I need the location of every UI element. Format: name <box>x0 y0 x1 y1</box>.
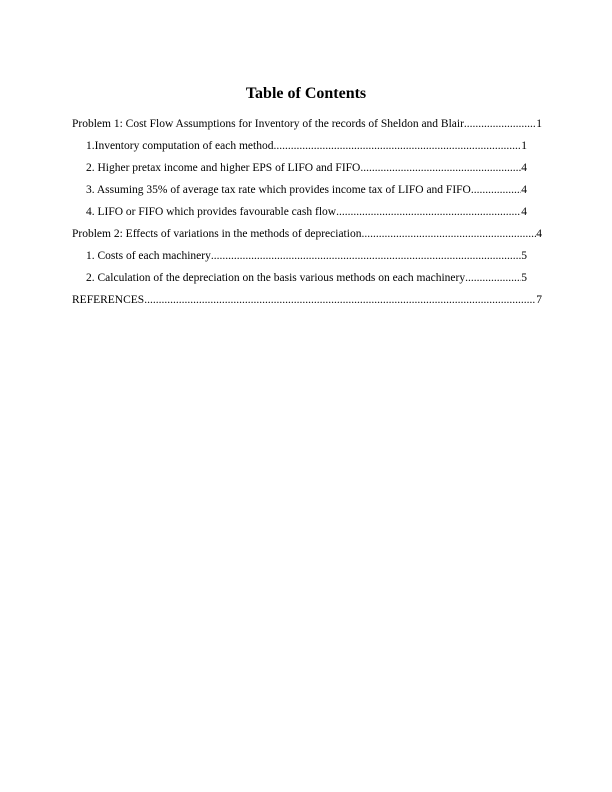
toc-page-number: 4 <box>521 184 527 196</box>
toc-entry-text: 2. Higher pretax income and higher EPS of LIFO and FIFO <box>86 162 361 174</box>
toc-title: Table of Contents <box>245 85 367 102</box>
toc-dot-leader <box>211 248 521 264</box>
toc-entry-text: 1.Inventory computation of each method <box>86 140 274 152</box>
toc-entry-text: Problem 1: Cost Flow Assumptions for Inventory of the records of Sheldon and Blair <box>72 118 464 130</box>
toc-entry-text: 3. Assuming 35% of average tax rate which provides income tax of LIFO and FIFO <box>86 184 471 196</box>
toc-dot-leader <box>144 292 536 308</box>
toc-dot-leader <box>336 204 521 220</box>
toc-dot-leader <box>465 270 521 286</box>
toc-entry-higher-pretax-income[interactable] <box>86 160 527 182</box>
toc-page-number: 7 <box>536 294 542 306</box>
toc-entry-inventory-computation[interactable] <box>86 138 527 160</box>
toc-dot-leader <box>361 226 536 242</box>
toc-page-number: 4 <box>521 162 527 174</box>
toc-dot-leader <box>360 160 521 176</box>
toc-entry-machinery-costs[interactable] <box>86 248 527 270</box>
toc-entry-text: REFERENCES <box>72 294 145 306</box>
toc-page-number: 4 <box>536 228 542 240</box>
toc-entry-text: 1. Costs of each machinery <box>86 250 211 262</box>
toc-page-number: 1 <box>536 118 542 130</box>
toc-entry-text: Problem 2: Effects of variations in the methods of depreciation <box>72 228 362 240</box>
toc-page-number: 4 <box>521 206 527 218</box>
toc-entry-text: 2. Calculation of the depreciation on the basis various methods on each machinery <box>86 272 466 284</box>
toc-entry-problem-1[interactable] <box>72 116 542 138</box>
toc-list <box>72 116 542 314</box>
toc-page-number: 5 <box>521 250 527 262</box>
toc-entry-text: 4. LIFO or FIFO which provides favourable cash flow <box>86 206 337 218</box>
toc-dot-leader <box>273 138 521 154</box>
toc-dot-leader <box>471 182 521 198</box>
toc-dot-leader <box>464 116 536 132</box>
toc-entry-references[interactable] <box>72 292 542 314</box>
toc-page-number: 1 <box>521 140 527 152</box>
toc-entry-cash-flow[interactable] <box>86 204 527 226</box>
toc-entry-problem-2[interactable] <box>72 226 542 248</box>
toc-entry-depreciation-calculation[interactable] <box>86 270 527 292</box>
toc-page-number: 5 <box>521 272 527 284</box>
toc-entry-tax-rate[interactable] <box>86 182 527 204</box>
